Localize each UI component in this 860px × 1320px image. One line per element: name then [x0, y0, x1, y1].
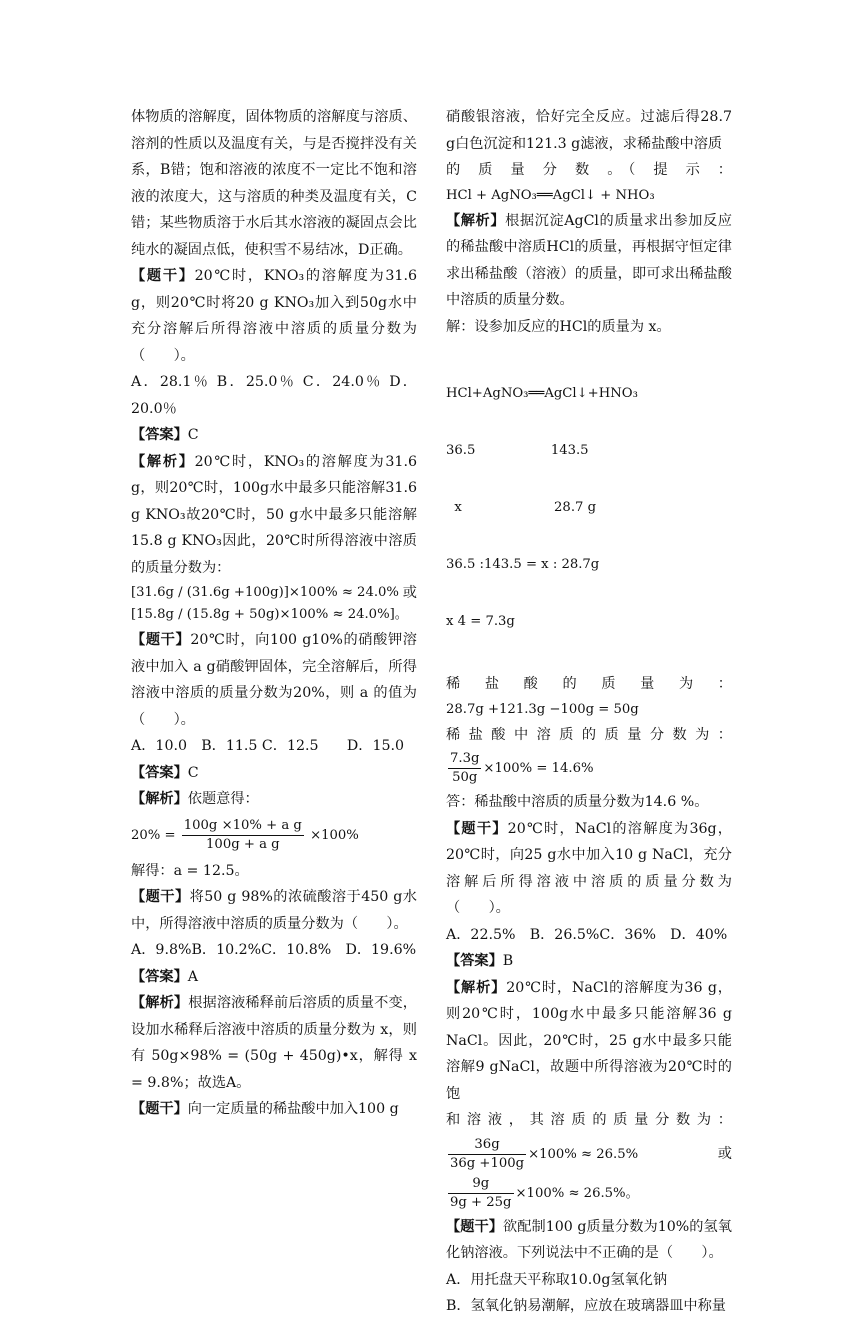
paragraph-continuation: 体物质的溶解度，固体物质的溶解度与溶质、溶剂的性质以及温度有关，与是否搅拌没有关系，B错；饱和溶液的浓度不一定比不饱和溶液的浓度大，这与溶质的种类及温度有关，C错；某些物质溶于水后其水溶液的凝固点会比纯水的凝固点低，使积雪不易结冰，D正确。 [131, 109, 417, 258]
question-hint: 的 质 量 分 数 。（ 提 示 ： [446, 162, 732, 178]
question-options: A．10.0 B．11.5 C．12.5 D．15.0 [131, 738, 405, 754]
answer-value: B [502, 953, 514, 969]
equation-line [131, 605, 417, 625]
question-stem [131, 627, 417, 733]
acid-mass-label: 稀 盐 酸 的 质 量 为 ： [446, 676, 732, 692]
numerator: 7.3g [448, 750, 481, 769]
question-text: 将50 g 98%的浓硫酸溶于450 g水中，所得溶液中溶质的质量分数为（ ）。 [131, 889, 417, 932]
fraction-equation [446, 1136, 732, 1173]
analysis-body: 依题意得： [187, 791, 259, 807]
numerator: 36g [448, 1136, 526, 1155]
denominator: 50g [452, 770, 478, 785]
equation: [31.6g / (31.6g +100g)]×100% ≈ 24.0% [131, 585, 399, 600]
stoichiometry-block [446, 346, 732, 669]
question-options: A．9.8%B．10.2%C．10.8% D．19.6% [131, 942, 417, 958]
fraction [448, 750, 481, 787]
fraction-equation [446, 750, 732, 787]
equation-rhs: ×100% [310, 827, 359, 843]
solution-intro: 解：设参加反应的HCl的质量为 x。 [446, 318, 671, 335]
answer-line [131, 760, 417, 787]
question-stem [446, 1214, 732, 1267]
question-text: 20℃时，向100 g10%的硝酸钾溶液中加入 a g硝酸钾固体，完全溶解后，所得溶液中溶质的质量分数为20%，则 a 的值为（ ）。 [131, 632, 417, 728]
denominator: 9g + 25g [450, 1194, 512, 1210]
analysis-tag: 【解析】 [446, 979, 507, 996]
left-column [131, 104, 417, 1123]
answer-value: C [187, 764, 199, 781]
fraction [182, 817, 304, 854]
question-tag: 【题干】 [446, 1218, 503, 1235]
answer-tag: 【答案】 [131, 427, 188, 443]
question-continuation: 硝酸银溶液，恰好完全反应。过滤后得28.7 g白色沉淀和121.3 g滤液，求稀盐酸中溶质 [446, 109, 732, 152]
analysis-text [131, 449, 417, 582]
answer-line [131, 422, 417, 449]
question-text: 20℃时，NaCl的溶解度为36g，20℃时，向25 g水中加入10 g NaCl，充分溶解后所得溶液中溶质的质量分数为（ ）。 [446, 820, 732, 916]
equation-rhs: ×100% = 14.6% [483, 761, 594, 776]
question-text: 20℃时，KNO₃的溶解度为31.6 g，则20℃时将20 g KNO₃加入到50g水中充分溶解后所得溶液中溶质的质量分数为（ ）。 [131, 268, 417, 364]
mass-row: x 28.7 g [446, 500, 597, 515]
fraction-equation [131, 817, 417, 854]
analysis-text [131, 786, 417, 813]
numerator: 9g [448, 1175, 514, 1194]
question-option: A．用托盘天平称取10.0g氢氧化钠 [446, 1271, 668, 1288]
question-text: 向一定质量的稀盐酸中加入100 g [187, 1101, 399, 1117]
right-column [446, 104, 732, 1320]
equation-or: 或 [717, 1146, 732, 1162]
answer-tag: 【答案】 [446, 953, 503, 969]
answer-line [131, 964, 417, 991]
analysis-tag: 【解析】 [131, 791, 188, 807]
equation-rhs: ×100% ≈ 26.5%。 [515, 1185, 639, 1201]
answer-tag: 【答案】 [131, 764, 188, 781]
analysis-tag: 【解析】 [446, 212, 506, 229]
equation-lhs: 20% = [131, 827, 176, 843]
question-tag: 【题干】 [446, 820, 508, 837]
equation-line [131, 583, 417, 603]
question-stem [446, 816, 732, 922]
answer-line [446, 948, 732, 975]
final-answer: 答：稀盐酸中溶质的质量分数为14.6 %。 [446, 794, 709, 810]
answer-value: A [187, 968, 199, 985]
analysis-text [131, 990, 417, 1096]
fraction [448, 1136, 526, 1173]
question-stem [131, 1096, 417, 1123]
solution-line: 解得：a = 12.5。 [131, 862, 249, 879]
analysis-text [446, 208, 732, 314]
acid-mass-equation: 28.7g +121.3g −100g = 50g [446, 701, 639, 717]
question-tag: 【题干】 [131, 889, 190, 905]
equation-rhs: ×100% ≈ 26.5% [528, 1146, 639, 1162]
numerator: 100g ×10% + a g [182, 817, 304, 836]
question-tag: 【题干】 [131, 632, 191, 648]
fraction-equation [446, 1175, 732, 1212]
equation: [15.8g / (15.8g + 50g)×100% ≈ 24.0%]。 [131, 607, 408, 622]
question-stem [131, 884, 417, 937]
fraction [448, 1175, 514, 1212]
reaction-equation: HCl+AgNO₃══AgCl↓+HNO₃ [446, 386, 638, 401]
analysis-text [446, 975, 732, 1108]
result-row: x 4 = 7.3g [446, 614, 515, 629]
reaction-equation: HCl + AgNO₃══AgCl↓ + NHO₃ [446, 187, 655, 203]
denominator: 100g + a g [206, 836, 280, 852]
question-text: 欲配制100 g质量分数为10%的氢氧化钠溶液。下列说法中不正确的是（ ）。 [446, 1218, 732, 1261]
analysis-body: 20℃时，KNO₃的溶解度为31.6 g，则20℃时，100g水中最多只能溶解31.6 g KNO₃故20℃时，50 g水中最多只能溶解15.8 g KNO₃因此，20℃时所得溶液中溶质的质量分数为： [131, 453, 417, 576]
analysis-body: 20℃时，NaCl的溶解度为36 g，则20℃时，100g水中最多只能溶解36 g NaCl。因此，20℃时，25 g水中最多只能溶解9 gNaCl，故题中所得溶液为20℃时的饱 [446, 979, 732, 1102]
question-tag: 【题干】 [131, 268, 195, 284]
molar-mass-row: 36.5 143.5 [446, 443, 589, 458]
equation-or: 或 [402, 585, 417, 601]
analysis-body: 根据溶液稀释前后溶质的质量不变，设加水稀释后溶液中溶质的质量分数为 x，则有 50g×98% = (50g + 450g)•x，解得 x = 9.8%；故选A。 [131, 995, 417, 1091]
analysis-tag: 【解析】 [131, 995, 189, 1011]
question-option: B．氢氧化钠易潮解，应放在玻璃器皿中称量 [446, 1298, 726, 1314]
question-stem [131, 263, 417, 369]
analysis-body: 根据沉淀AgCl的质量求出参加反应的稀盐酸中溶质HCl的质量，再根据守恒定律求出稀盐酸（溶液）的质量，即可求出稀盐酸中溶质的质量分数。 [446, 212, 732, 308]
analysis-spread-line: 和 溶 液 ， 其 溶 质 的 质 量 分 数 为 ： [446, 1112, 732, 1128]
question-options: A．22.5% B．26.5%C．36% D．40% [446, 926, 728, 943]
fraction-label: 稀 盐 酸 中 溶 质 的 质 量 分 数 为 ： [446, 726, 732, 743]
question-options: A．28.1％ B．25.0％ C．24.0％ D．20.0％ [131, 374, 417, 417]
question-tag: 【题干】 [131, 1101, 188, 1117]
denominator: 36g +100g [450, 1155, 525, 1171]
answer-value: C [187, 427, 199, 443]
answer-tag: 【答案】 [131, 968, 188, 985]
proportion-row: 36.5 :143.5 = x : 28.7g [446, 557, 600, 572]
analysis-tag: 【解析】 [131, 453, 195, 470]
